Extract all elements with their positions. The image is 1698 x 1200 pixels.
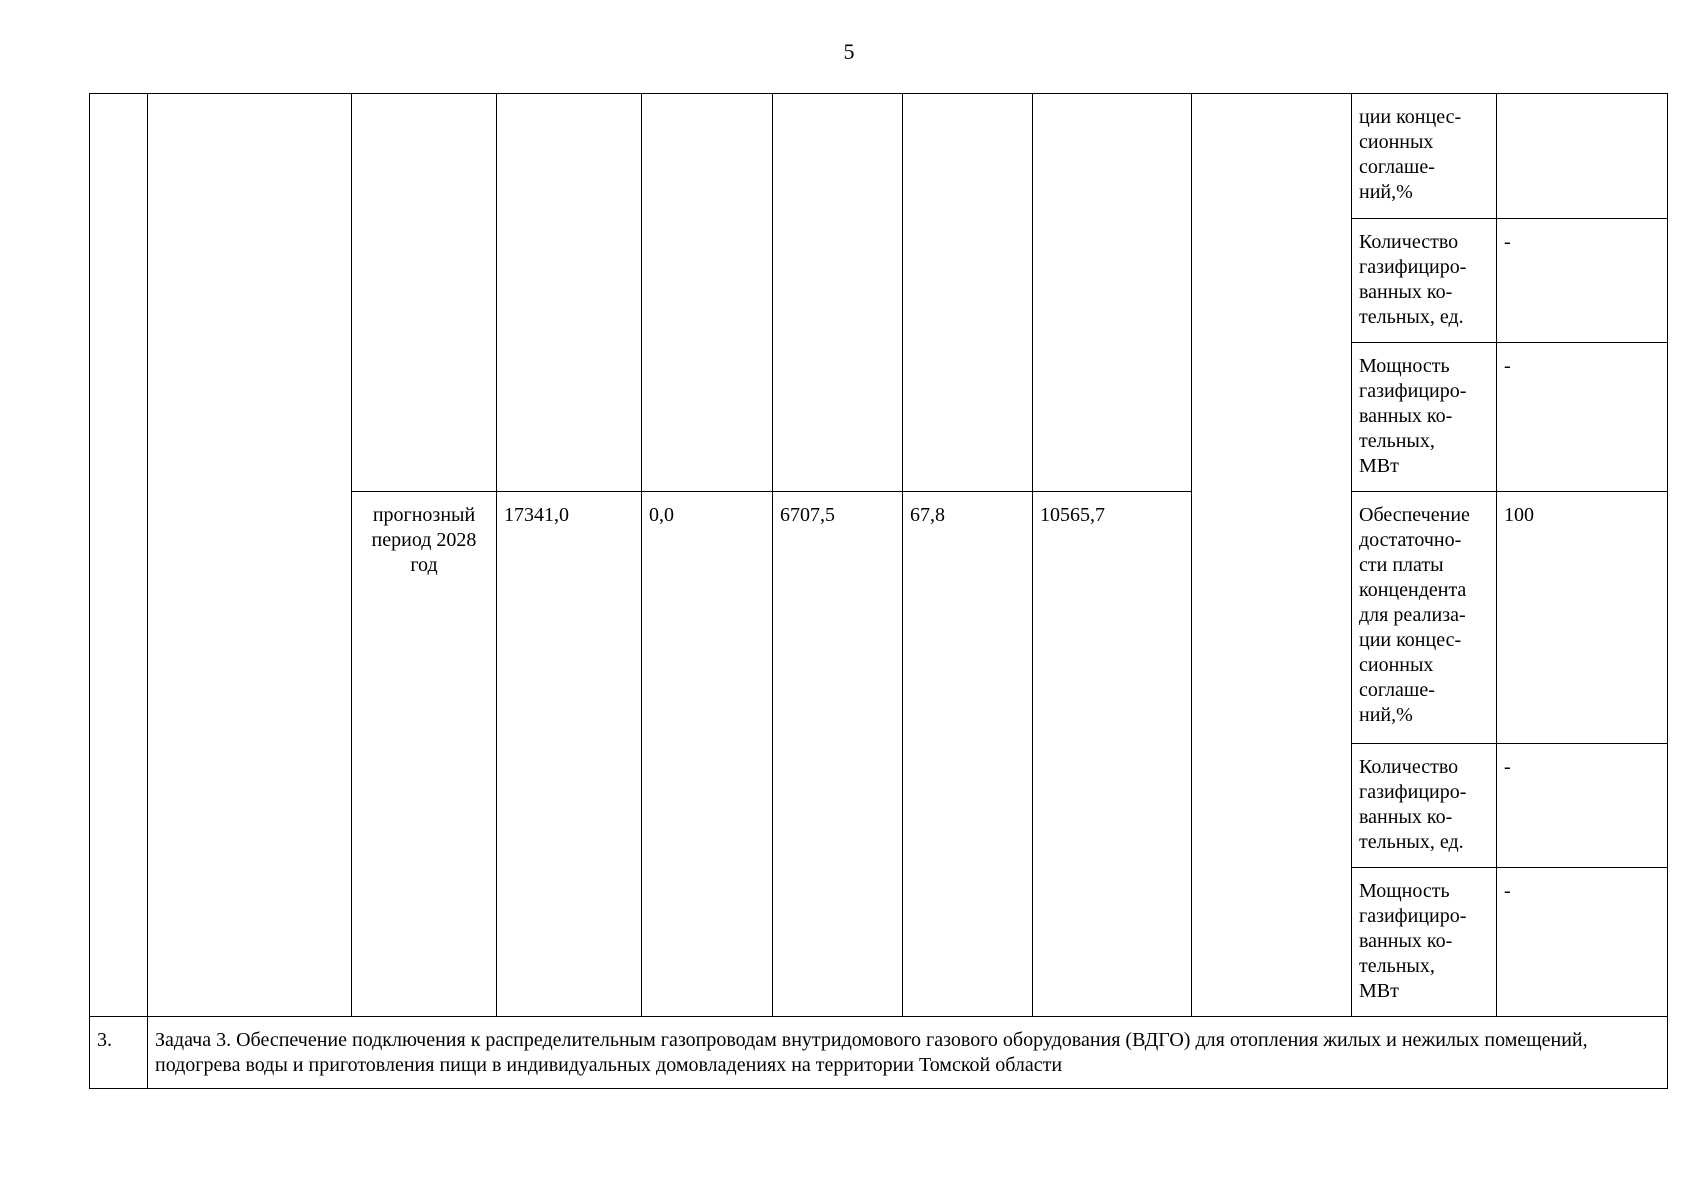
executor-cell (1192, 94, 1352, 1017)
indicator-name: Мощность газифициро- ванных ко- тельных, МВт (1352, 868, 1497, 1017)
indicator-value: - (1497, 868, 1668, 1017)
indicator-value: 100 (1497, 492, 1668, 744)
indicator-value: - (1497, 219, 1668, 343)
indicator-name: ции концес- сионных соглаше- ний,% (1352, 94, 1497, 219)
period-cell (352, 94, 497, 492)
total-cell: 17341,0 (497, 492, 642, 1017)
financing-cell: 67,8 (903, 492, 1033, 1017)
indicator-name: Количество газифициро- ванных ко- тельных, ед. (1352, 744, 1497, 868)
indicator-name: Количество газифициро- ванных ко- тельных, ед. (1352, 219, 1497, 343)
financing-cell (773, 94, 903, 492)
indicator-name: Мощность газифициро- ванных ко- тельных, МВт (1352, 343, 1497, 492)
number-cell (90, 94, 148, 1017)
financing-cell: 10565,7 (1033, 492, 1192, 1017)
table-row (90, 94, 1668, 219)
financing-cell: 0,0 (642, 492, 773, 1017)
financing-cell (642, 94, 773, 492)
indicator-name: Обеспечение достаточно- сти платы концендента для реализа- ции концес- сионных соглаше- ний,% (1352, 492, 1497, 744)
period-cell: прогнозный период 2028 год (352, 492, 497, 1017)
financing-cell (903, 94, 1033, 492)
indicator-value (1497, 94, 1668, 219)
indicator-value: - (1497, 744, 1668, 868)
financing-cell: 6707,5 (773, 492, 903, 1017)
task-description: Задача 3. Обеспечение подключения к распределительным газопроводам внутридомового газового оборудования (ВДГО) для отопления жилых и нежилых помещений, подогрева воды и приготовления пищи в индивидуальных домовладениях на территории Томской области (148, 1017, 1668, 1089)
indicator-value: - (1497, 343, 1668, 492)
measure-name-cell (148, 94, 352, 1017)
task-row (90, 1017, 1668, 1089)
total-cell (497, 94, 642, 492)
financing-cell (1033, 94, 1192, 492)
task-number: 3. (90, 1017, 148, 1089)
targets-table (89, 93, 1668, 1089)
page-number: 5 (843, 39, 855, 64)
